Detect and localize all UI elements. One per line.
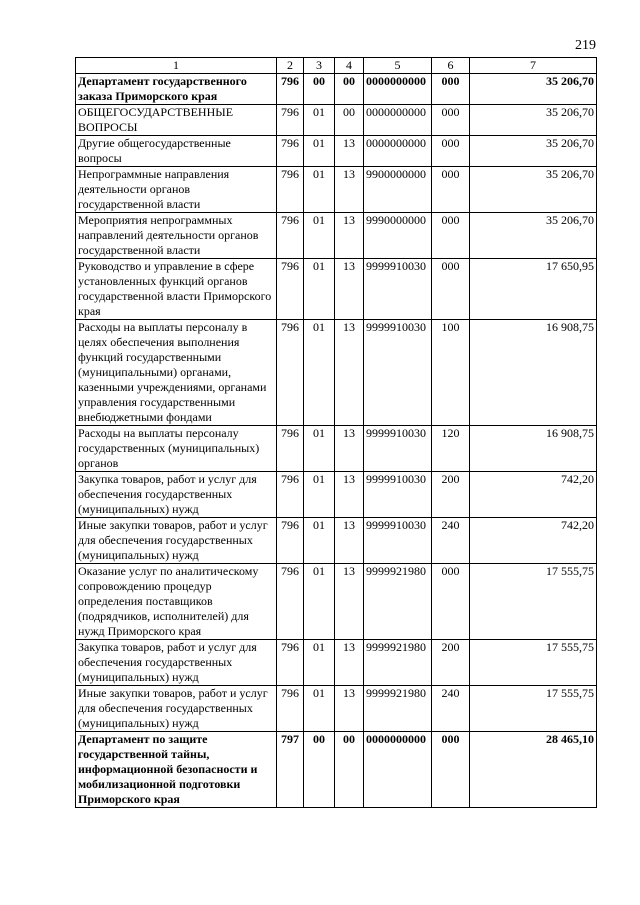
row-rz: 01 (304, 105, 335, 136)
row-sum: 17 555,75 (470, 640, 597, 686)
table-row (76, 74, 597, 105)
row-rz: 01 (304, 320, 335, 426)
row-vr: 200 (432, 640, 470, 686)
table-row (76, 167, 597, 213)
table-row (76, 259, 597, 320)
row-vr: 000 (432, 213, 470, 259)
row-vr: 000 (432, 564, 470, 640)
row-vr: 000 (432, 732, 470, 808)
row-ved: 796 (277, 640, 304, 686)
row-csr: 0000000000 (364, 105, 432, 136)
row-name: Закупка товаров, работ и услуг для обеспечения государственных (муниципальных) нужд (76, 640, 277, 686)
row-sum: 17 555,75 (470, 564, 597, 640)
row-vr: 100 (432, 320, 470, 426)
row-ved: 796 (277, 472, 304, 518)
row-csr: 9990000000 (364, 213, 432, 259)
row-rz: 01 (304, 259, 335, 320)
row-name: Расходы на выплаты персоналу государственных (муниципальных) органов (76, 426, 277, 472)
row-name: Иные закупки товаров, работ и услуг для обеспечения государственных (муниципальных) нужд (76, 518, 277, 564)
row-name: Закупка товаров, работ и услуг для обеспечения государственных (муниципальных) нужд (76, 472, 277, 518)
row-rz: 01 (304, 686, 335, 732)
table-row (76, 732, 597, 808)
row-sum: 35 206,70 (470, 136, 597, 167)
row-vr: 000 (432, 136, 470, 167)
header-row (76, 58, 597, 74)
row-csr: 9999921980 (364, 564, 432, 640)
row-sum: 35 206,70 (470, 105, 597, 136)
row-vr: 240 (432, 518, 470, 564)
row-rz: 01 (304, 472, 335, 518)
row-name: Другие общегосударственные вопросы (76, 136, 277, 167)
row-pr: 00 (335, 732, 364, 808)
row-sum: 16 908,75 (470, 426, 597, 472)
row-rz: 00 (304, 732, 335, 808)
row-ved: 796 (277, 136, 304, 167)
table-row (76, 564, 597, 640)
header-col-6: 6 (432, 58, 470, 74)
row-sum: 742,20 (470, 472, 597, 518)
row-vr: 000 (432, 167, 470, 213)
row-name: Оказание услуг по аналитическому сопровождению процедур определения поставщиков (подрядчиков, исполнителей) для нужд Приморского края (76, 564, 277, 640)
row-pr: 13 (335, 472, 364, 518)
row-sum: 742,20 (470, 518, 597, 564)
header-col-3: 3 (304, 58, 335, 74)
row-csr: 9999910030 (364, 320, 432, 426)
page-number: 219 (575, 38, 596, 53)
table-row (76, 472, 597, 518)
row-csr: 9999910030 (364, 426, 432, 472)
row-ved: 796 (277, 686, 304, 732)
row-vr: 000 (432, 74, 470, 105)
row-rz: 01 (304, 213, 335, 259)
table-row (76, 518, 597, 564)
row-pr: 13 (335, 167, 364, 213)
row-vr: 000 (432, 259, 470, 320)
row-vr: 240 (432, 686, 470, 732)
table-row (76, 426, 597, 472)
row-ved: 796 (277, 74, 304, 105)
row-sum: 35 206,70 (470, 213, 597, 259)
row-pr: 13 (335, 259, 364, 320)
row-name: Расходы на выплаты персоналу в целях обеспечения выполнения функций государственными (муниципальными) органами, казенными учреждениями, органами управления государственными внебюджетными фондами (76, 320, 277, 426)
row-pr: 13 (335, 564, 364, 640)
row-ved: 797 (277, 732, 304, 808)
row-sum: 17 650,95 (470, 259, 597, 320)
row-sum: 35 206,70 (470, 167, 597, 213)
row-pr: 13 (335, 518, 364, 564)
row-sum: 28 465,10 (470, 732, 597, 808)
row-csr: 9900000000 (364, 167, 432, 213)
row-rz: 00 (304, 74, 335, 105)
row-name: ОБЩЕГОСУДАРСТВЕННЫЕ ВОПРОСЫ (76, 105, 277, 136)
table-row (76, 320, 597, 426)
table-row (76, 105, 597, 136)
table-row (76, 136, 597, 167)
row-rz: 01 (304, 518, 335, 564)
row-sum: 35 206,70 (470, 74, 597, 105)
table-row (76, 213, 597, 259)
row-csr: 9999921980 (364, 640, 432, 686)
header-col-5: 5 (364, 58, 432, 74)
row-name: Департамент по защите государственной тайны, информационной безопасности и мобилизационной подготовки Приморского края (76, 732, 277, 808)
header-col-4: 4 (335, 58, 364, 74)
row-pr: 13 (335, 686, 364, 732)
table-row (76, 640, 597, 686)
row-ved: 796 (277, 426, 304, 472)
row-csr: 9999910030 (364, 259, 432, 320)
row-vr: 200 (432, 472, 470, 518)
row-pr: 13 (335, 213, 364, 259)
row-name: Мероприятия непрограммных направлений деятельности органов государственной власти (76, 213, 277, 259)
row-ved: 796 (277, 105, 304, 136)
row-csr: 9999910030 (364, 518, 432, 564)
row-sum: 17 555,75 (470, 686, 597, 732)
row-csr: 9999921980 (364, 686, 432, 732)
row-name: Департамент государственного заказа Приморского края (76, 74, 277, 105)
row-rz: 01 (304, 136, 335, 167)
budget-table (75, 57, 597, 808)
row-pr: 00 (335, 74, 364, 105)
row-ved: 796 (277, 259, 304, 320)
header-col-7: 7 (470, 58, 597, 74)
row-rz: 01 (304, 426, 335, 472)
row-name: Руководство и управление в сфере установленных функций органов государственной власти Приморского края (76, 259, 277, 320)
row-pr: 13 (335, 320, 364, 426)
row-vr: 000 (432, 105, 470, 136)
row-rz: 01 (304, 167, 335, 213)
row-sum: 16 908,75 (470, 320, 597, 426)
row-csr: 9999910030 (364, 472, 432, 518)
table-row (76, 686, 597, 732)
row-ved: 796 (277, 213, 304, 259)
row-name: Непрограммные направления деятельности органов государственной власти (76, 167, 277, 213)
row-csr: 0000000000 (364, 136, 432, 167)
row-csr: 0000000000 (364, 74, 432, 105)
header-col-1: 1 (76, 58, 277, 74)
row-csr: 0000000000 (364, 732, 432, 808)
row-ved: 796 (277, 167, 304, 213)
row-ved: 796 (277, 518, 304, 564)
row-vr: 120 (432, 426, 470, 472)
row-rz: 01 (304, 640, 335, 686)
row-pr: 00 (335, 105, 364, 136)
row-name: Иные закупки товаров, работ и услуг для обеспечения государственных (муниципальных) нужд (76, 686, 277, 732)
row-ved: 796 (277, 320, 304, 426)
row-pr: 13 (335, 640, 364, 686)
row-pr: 13 (335, 136, 364, 167)
row-ved: 796 (277, 564, 304, 640)
row-pr: 13 (335, 426, 364, 472)
header-col-2: 2 (277, 58, 304, 74)
row-rz: 01 (304, 564, 335, 640)
